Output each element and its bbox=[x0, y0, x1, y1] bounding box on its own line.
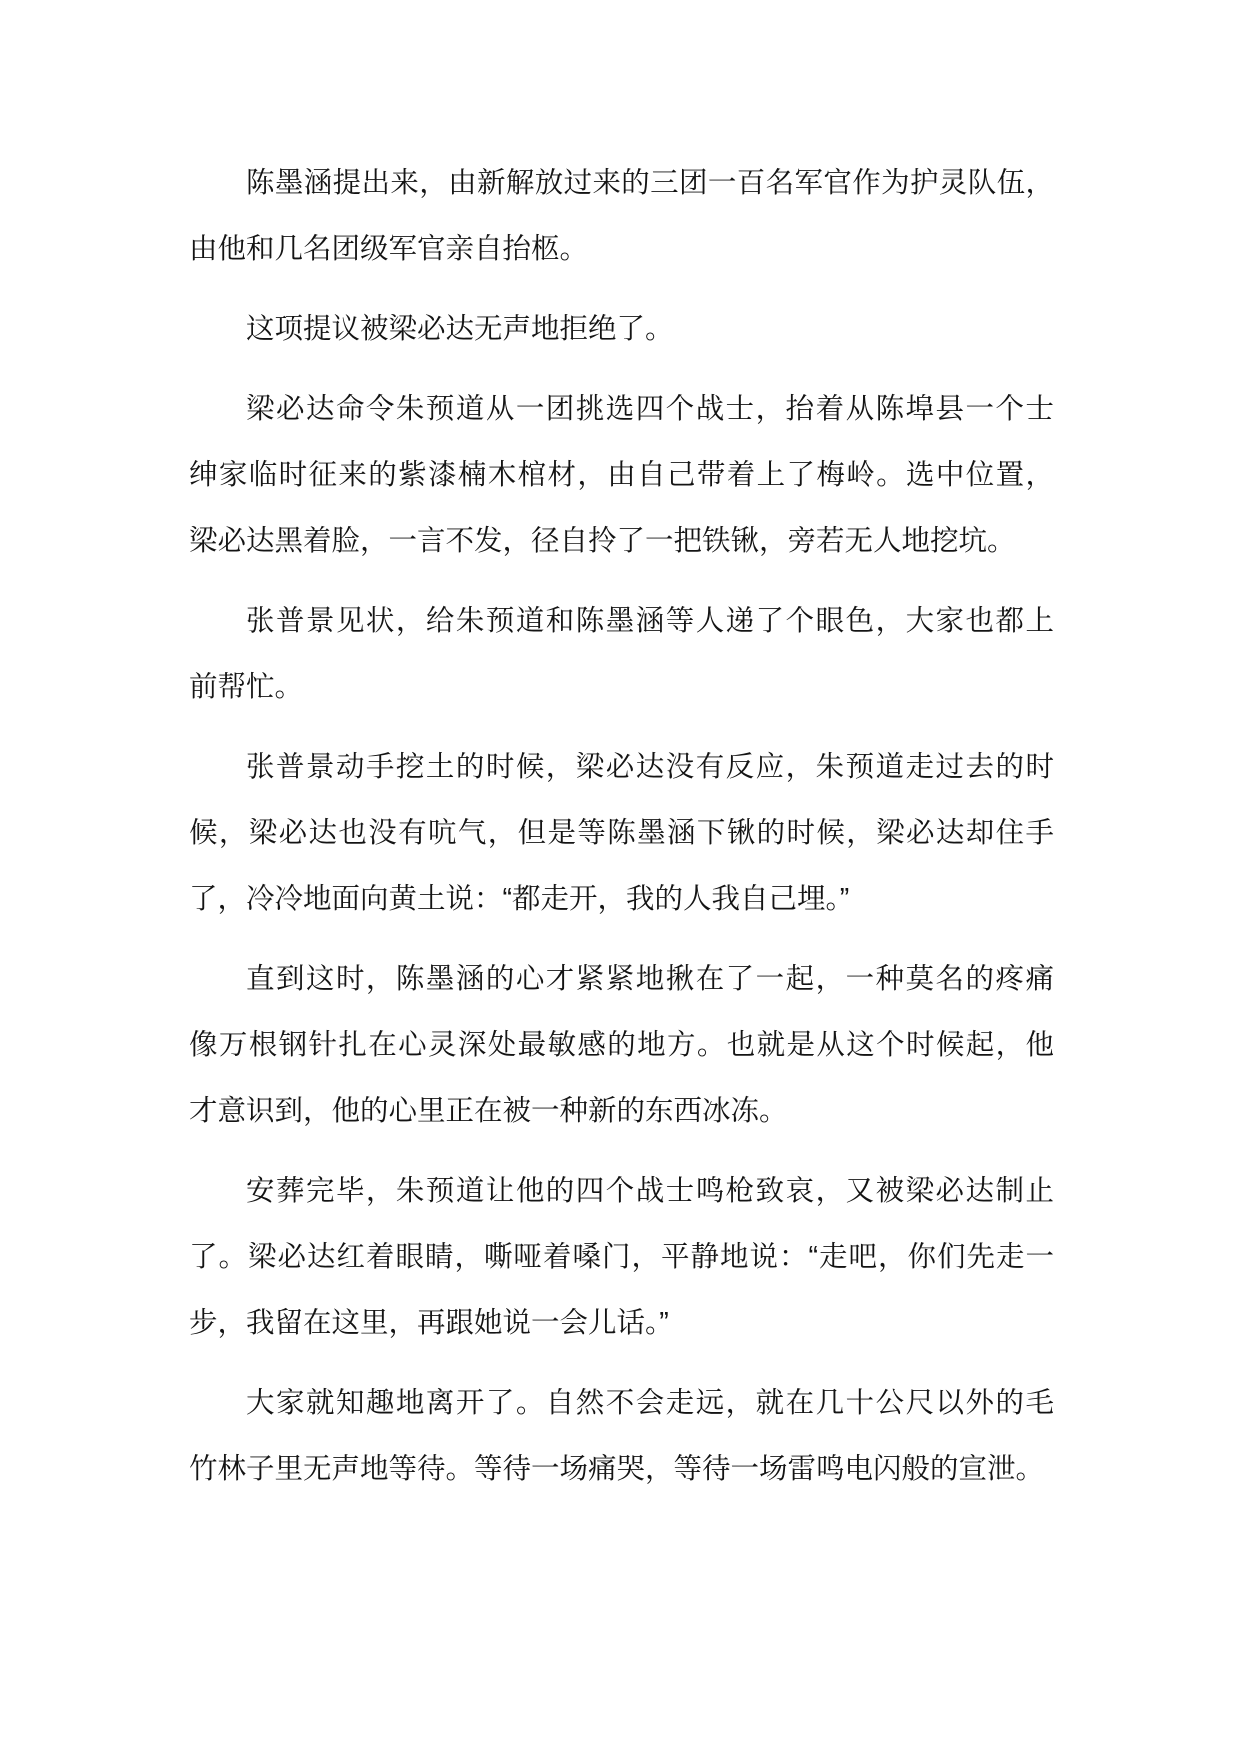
text-line: 由他和几名团级军官亲自抬柩。 bbox=[189, 233, 589, 265]
text-line: 竹林子里无声地等待。等待一场痛哭，等待一场雷鸣电闪般的宣泄。 bbox=[189, 1453, 1045, 1485]
text-line: 了。梁必达红着眼睛，嘶哑着嗓门，平静地说：“走吧，你们先走一 bbox=[189, 1241, 1054, 1273]
paragraph-1 bbox=[189, 150, 1054, 282]
text-line: 张普景动手挖土的时候，梁必达没有反应，朱预道走过去的时 bbox=[246, 751, 1054, 783]
text-line: 大家就知趣地离开了。自然不会走远，就在几十公尺以外的毛 bbox=[246, 1387, 1054, 1419]
text-line: 陈墨涵提出来，由新解放过来的三团一百名军官作为护灵队伍， bbox=[246, 167, 1054, 199]
text-line: 绅家临时征来的紫漆楠木棺材，由自己带着上了梅岭。选中位置， bbox=[189, 459, 1054, 491]
text-line: 梁必达黑着脸，一言不发，径自拎了一把铁锹，旁若无人地挖坑。 bbox=[189, 525, 1016, 557]
text-line: 直到这时，陈墨涵的心才紧紧地揪在了一起，一种莫名的疼痛 bbox=[246, 963, 1054, 995]
text-line: 才意识到，他的心里正在被一种新的东西冰冻。 bbox=[189, 1095, 788, 1127]
paragraph-8 bbox=[189, 1370, 1054, 1502]
paragraph-2 bbox=[189, 296, 1054, 362]
text-line: 梁必达命令朱预道从一团挑选四个战士，抬着从陈埠县一个士 bbox=[246, 393, 1054, 425]
text-line: 了，冷冷地面向黄土说：“都走开，我的人我自己埋。” bbox=[189, 883, 850, 915]
text-line: 候，梁必达也没有吭气，但是等陈墨涵下锹的时候，梁必达却住手 bbox=[189, 817, 1054, 849]
text-line: 前帮忙。 bbox=[189, 671, 304, 703]
text-line: 张普景见状，给朱预道和陈墨涵等人递了个眼色，大家也都上 bbox=[246, 605, 1054, 637]
paragraph-6 bbox=[189, 946, 1054, 1144]
text-line: 像万根钢针扎在心灵深处最敏感的地方。也就是从这个时候起，他 bbox=[189, 1029, 1054, 1061]
paragraph-7 bbox=[189, 1158, 1054, 1356]
paragraph-3 bbox=[189, 376, 1054, 574]
text-line: 这项提议被梁必达无声地拒绝了。 bbox=[246, 313, 674, 345]
paragraph-4 bbox=[189, 588, 1054, 720]
document-body bbox=[189, 150, 1054, 1516]
paragraph-5 bbox=[189, 734, 1054, 932]
text-line: 安葬完毕，朱预道让他的四个战士鸣枪致哀，又被梁必达制止 bbox=[246, 1175, 1054, 1207]
text-line: 步，我留在这里，再跟她说一会儿话。” bbox=[189, 1307, 669, 1339]
